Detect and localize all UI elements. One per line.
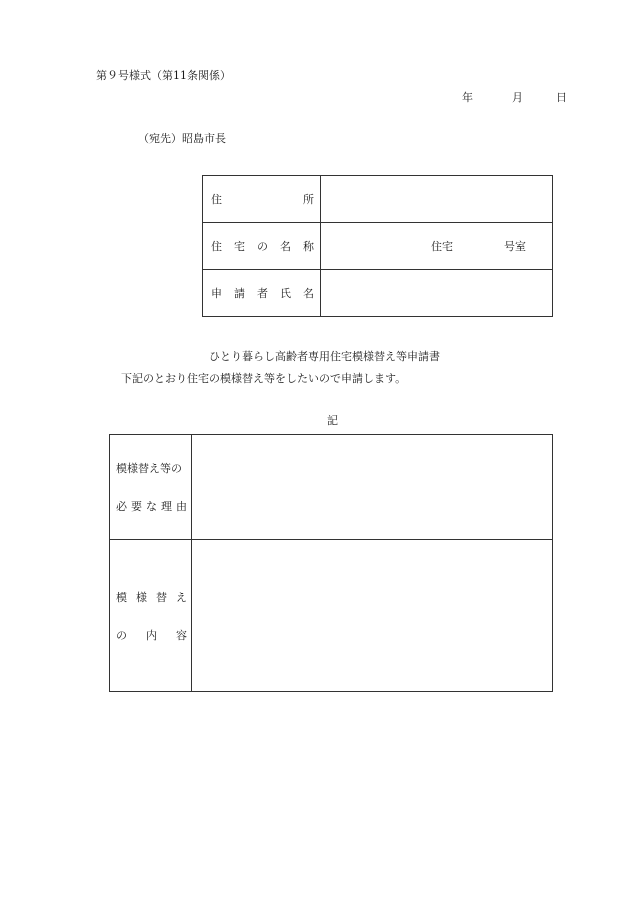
content-row (110, 540, 553, 692)
reason-label (110, 435, 192, 540)
housing-name-field[interactable] (321, 223, 553, 270)
reason-label-line2: 必 要 な 理 由 (116, 500, 187, 513)
body-text: 下記のとおり住宅の模様替え等をしたいので申請します。 (121, 372, 407, 385)
document-title: ひとり暮らし高齢者専用住宅模様替え等申請書 (209, 350, 440, 363)
housing-suffix: 住宅 (431, 240, 453, 253)
month-label: 月 (512, 91, 523, 104)
address-row (203, 176, 553, 223)
day-label: 日 (556, 91, 567, 104)
room-suffix: 号室 (504, 240, 526, 253)
date-line (462, 89, 567, 105)
form-number: 第９号様式（第11条関係） (96, 69, 231, 82)
content-label (110, 540, 192, 692)
detail-table (109, 434, 553, 692)
address-field[interactable] (321, 176, 553, 223)
content-label-line2: の 内 容 (116, 628, 187, 642)
year-label: 年 (462, 91, 473, 104)
address-label: 住 所 (203, 176, 321, 223)
reason-field[interactable] (192, 435, 553, 540)
ki-heading: 記 (327, 414, 338, 427)
reason-label-line1: 模様替え等の (116, 462, 182, 475)
content-field[interactable] (192, 540, 553, 692)
reason-row (110, 435, 553, 540)
content-label-line1: 模 様 替 え (116, 590, 187, 604)
applicant-name-label: 申 請 者 氏 名 (203, 270, 321, 317)
housing-name-label: 住 宅 の 名 称 (203, 223, 321, 270)
applicant-info-table (202, 175, 553, 317)
housing-name-row (203, 223, 553, 270)
applicant-name-row (203, 270, 553, 317)
applicant-name-field[interactable] (321, 270, 553, 317)
addressee: （宛先）昭島市長 (138, 132, 226, 145)
